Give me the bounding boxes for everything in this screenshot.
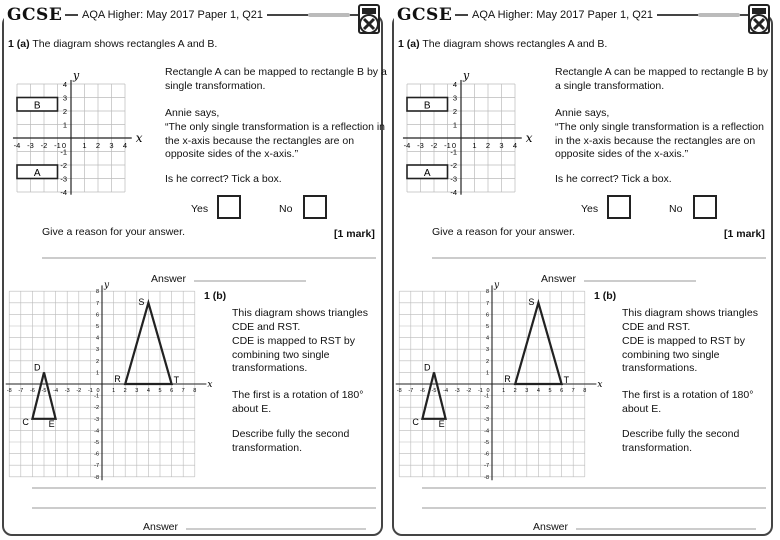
y-tick-label: -2 [450, 161, 457, 170]
y-tick-label: -8 [94, 474, 99, 481]
y-tick-label: 8 [485, 289, 489, 296]
x-tick-label: 0 [96, 388, 100, 394]
x-tick-label: 1 [112, 388, 116, 394]
x-tick-label: -6 [29, 388, 35, 394]
vertex-s-label: S [138, 296, 145, 307]
answer-line[interactable] [32, 507, 376, 509]
x-axis-label: x [207, 380, 213, 390]
gcse-logo: GCSE [394, 5, 455, 25]
tick-prompt: Is he correct? Tick a box. [165, 173, 282, 185]
worksheet-panel-right [390, 0, 779, 540]
y-tick-label: -5 [94, 440, 99, 446]
x-axis-label: x [597, 380, 603, 390]
x-tick-label: 7 [181, 388, 185, 394]
y-tick-label: 4 [452, 80, 457, 89]
y-tick-label: -6 [94, 451, 99, 458]
answer-line[interactable] [422, 507, 766, 509]
y-tick-label: 7 [95, 300, 99, 307]
x-tick-label: 6 [560, 388, 564, 394]
no-label: No [279, 203, 293, 215]
x-axis-label: x [135, 131, 143, 145]
x-tick-label: 4 [146, 388, 150, 394]
y-tick-label: 2 [62, 107, 67, 116]
x-tick-label: 0 [486, 388, 490, 394]
x-tick-label: -4 [403, 141, 411, 150]
y-tick-label: -1 [450, 147, 457, 157]
describe-prompt: Describe fully the second transformation. [622, 428, 740, 454]
y-tick-label: -1 [60, 147, 67, 157]
vertex-d-label: D [424, 362, 431, 373]
triangles-text: This diagram shows triangles CDE and RST. [232, 307, 368, 333]
x-tick-label: -1 [444, 141, 451, 150]
y-tick-label: -2 [60, 161, 67, 170]
x-tick-label: 0 [451, 141, 457, 150]
x-tick-label: -5 [41, 388, 47, 394]
vertex-e-label: E [48, 418, 55, 429]
rectangle-a-label: A [423, 167, 431, 179]
x-tick-label: 3 [499, 141, 504, 150]
x-tick-label: 3 [525, 388, 529, 394]
yes-checkbox[interactable] [217, 195, 241, 219]
x-tick-label: -4 [13, 141, 21, 150]
y-tick-label: 7 [485, 300, 489, 307]
vertex-r-label: R [114, 374, 121, 384]
y-tick-label: -4 [450, 188, 457, 197]
x-tick-label: 3 [135, 388, 139, 394]
gcse-logo: GCSE [4, 5, 65, 25]
triangles-text: This diagram shows triangles CDE and RST. [622, 307, 758, 333]
y-axis-label: y [463, 68, 470, 82]
header-bar [698, 13, 740, 17]
rectangle-b-label: B [33, 100, 41, 112]
y-tick-label: 2 [485, 358, 489, 365]
x-tick-label: -8 [6, 388, 12, 394]
x-tick-label: -3 [417, 141, 424, 150]
rotation-text: The first is a rotation of 180° about E. [232, 389, 364, 415]
y-tick-label: -1 [94, 393, 99, 400]
rectangle-b-label: B [423, 100, 431, 112]
y-tick-label: 1 [452, 120, 457, 130]
rectangles-graph [4, 50, 164, 210]
y-tick-label: -5 [484, 440, 489, 446]
mark-allocation: [1 mark] [724, 228, 765, 240]
x-tick-label: 8 [583, 388, 587, 394]
triangles-graph [394, 276, 604, 484]
describe-prompt: Describe fully the second transformation. [232, 428, 350, 454]
question-number: 1 (a) [398, 38, 420, 50]
rectangle-a-label: A [33, 167, 41, 179]
x-tick-label: -7 [18, 388, 24, 394]
x-tick-label: 7 [571, 388, 575, 394]
y-tick-label: 3 [62, 93, 67, 103]
answer-line[interactable] [432, 257, 766, 259]
x-tick-label: 2 [123, 388, 127, 394]
y-tick-label: -3 [60, 174, 67, 184]
question-number: 1 (a) [8, 38, 30, 50]
y-tick-label: -3 [94, 416, 99, 423]
vertex-c-label: C [22, 416, 29, 427]
vertex-c-label: C [412, 416, 419, 427]
x-tick-label: -1 [477, 388, 483, 394]
question-number-1b: 1 (b) [204, 290, 227, 302]
x-tick-label: 2 [513, 388, 517, 394]
annie-says: Annie says, [165, 107, 220, 119]
y-tick-label: 5 [485, 324, 489, 330]
x-tick-label: 0 [61, 141, 67, 150]
y-tick-label: -7 [94, 463, 99, 470]
x-tick-label: -2 [466, 388, 472, 394]
x-tick-label: -8 [396, 388, 402, 394]
vertex-r-label: R [504, 374, 511, 384]
yes-label: Yes [191, 203, 209, 215]
answer-label: Answer [143, 521, 179, 533]
x-tick-label: 3 [109, 141, 114, 150]
no-checkbox[interactable] [303, 195, 327, 219]
mapping-text: CDE is mapped to RST by combining two single transformations. [622, 335, 745, 374]
mark-allocation: [1 mark] [334, 228, 375, 240]
y-tick-label: 1 [95, 370, 99, 377]
answer-line[interactable] [186, 528, 366, 530]
x-tick-label: 8 [193, 388, 197, 394]
reason-prompt: Give a reason for your answer. [432, 226, 575, 238]
x-tick-label: -1 [87, 388, 93, 394]
triangles-graph [4, 276, 214, 484]
y-tick-label: 3 [452, 93, 457, 103]
reason-prompt: Give a reason for your answer. [42, 226, 185, 238]
y-tick-label: 6 [95, 312, 99, 319]
rectangles-graph [394, 50, 554, 210]
y-tick-label: -6 [484, 451, 489, 458]
x-tick-label: 5 [158, 388, 162, 394]
statement-text: Rectangle A can be mapped to rectangle B by a single transformation. [555, 66, 769, 92]
x-tick-label: 5 [548, 388, 552, 394]
x-tick-label: -6 [419, 388, 425, 394]
answer-label: Answer [541, 273, 577, 285]
no-checkbox[interactable] [693, 195, 717, 219]
question-text: The diagram shows rectangles A and B. [422, 38, 608, 50]
y-tick-label: -1 [484, 393, 489, 400]
answer-label: Answer [533, 521, 569, 533]
y-tick-label: -8 [484, 474, 489, 481]
y-tick-label: 5 [95, 324, 99, 330]
x-tick-label: 1 [502, 388, 506, 394]
no-label: No [669, 203, 683, 215]
x-tick-label: -7 [408, 388, 414, 394]
x-tick-label: 4 [122, 141, 128, 150]
x-tick-label: -3 [27, 141, 34, 150]
x-tick-label: -2 [40, 141, 48, 150]
worksheet-panel-left [0, 0, 389, 540]
vertex-t-label: T [173, 375, 180, 385]
vertex-e-label: E [438, 418, 445, 429]
x-tick-label: -2 [430, 141, 438, 150]
y-tick-label: 4 [62, 80, 67, 89]
x-tick-label: 2 [485, 141, 491, 150]
y-tick-label: 6 [485, 312, 489, 319]
mapping-text: CDE is mapped to RST by combining two single transformations. [232, 335, 355, 374]
y-tick-label: -3 [484, 416, 489, 423]
y-tick-label: -4 [94, 428, 99, 435]
y-tick-label: -2 [94, 405, 99, 412]
y-axis-label: y [104, 280, 110, 291]
tick-prompt: Is he correct? Tick a box. [555, 173, 672, 185]
answer-line[interactable] [42, 257, 376, 259]
annie-quote: “The only single transformation is a reflection in the x-axis because the rectangles are on opposite sides of the x-axis.” [555, 121, 764, 160]
x-tick-label: -3 [64, 388, 70, 394]
y-tick-label: 8 [95, 289, 99, 296]
y-axis-label: y [73, 68, 80, 82]
x-tick-label: 2 [95, 141, 101, 150]
vertex-s-label: S [528, 296, 535, 307]
vertex-d-label: D [34, 362, 41, 373]
x-tick-label: -1 [54, 141, 61, 150]
answer-line[interactable] [32, 487, 376, 489]
statement-text: Rectangle A can be mapped to rectangle B by a single transformation. [165, 66, 387, 92]
x-axis-label: x [525, 131, 533, 145]
y-tick-label: 4 [485, 335, 489, 342]
answer-line[interactable] [422, 487, 766, 489]
y-tick-label: -4 [60, 188, 67, 197]
annie-quote: “The only single transformation is a reflection in the x-axis because the rectangles are on opposite sides of the x-axis.” [165, 121, 386, 160]
y-tick-label: 2 [95, 358, 99, 365]
no-calculator-icon [355, 3, 383, 35]
x-tick-label: -3 [454, 388, 460, 394]
y-tick-label: -3 [450, 174, 457, 184]
x-tick-label: 1 [82, 141, 87, 150]
header-bar [308, 13, 350, 17]
x-tick-label: -5 [431, 388, 437, 394]
answer-line[interactable] [576, 528, 756, 530]
y-tick-label: -7 [484, 463, 489, 470]
y-tick-label: 3 [485, 347, 489, 354]
y-tick-label: 3 [95, 347, 99, 354]
y-tick-label: 1 [485, 370, 489, 377]
x-tick-label: 4 [536, 388, 540, 394]
x-tick-label: 6 [170, 388, 174, 394]
yes-label: Yes [581, 203, 599, 215]
answer-label: Answer [151, 273, 187, 285]
annie-says: Annie says, [555, 107, 610, 119]
y-tick-label: 4 [95, 335, 99, 342]
question-number-1b: 1 (b) [594, 290, 617, 302]
paper-title: AQA Higher: May 2017 Paper 1, Q21 [78, 9, 267, 21]
y-tick-label: -2 [484, 405, 489, 412]
question-text: The diagram shows rectangles A and B. [32, 38, 218, 50]
y-tick-label: 1 [62, 120, 67, 130]
x-tick-label: -2 [76, 388, 82, 394]
x-tick-label: 1 [472, 141, 477, 150]
yes-checkbox[interactable] [607, 195, 631, 219]
y-axis-label: y [494, 280, 500, 291]
x-tick-label: -4 [443, 388, 449, 394]
x-tick-label: -4 [53, 388, 59, 394]
paper-title: AQA Higher: May 2017 Paper 1, Q21 [468, 9, 657, 21]
rotation-text: The first is a rotation of 180° about E. [622, 389, 754, 415]
y-tick-label: 2 [452, 107, 457, 116]
no-calculator-icon [745, 3, 773, 35]
x-tick-label: 4 [512, 141, 518, 150]
vertex-t-label: T [563, 375, 570, 385]
y-tick-label: -4 [484, 428, 489, 435]
